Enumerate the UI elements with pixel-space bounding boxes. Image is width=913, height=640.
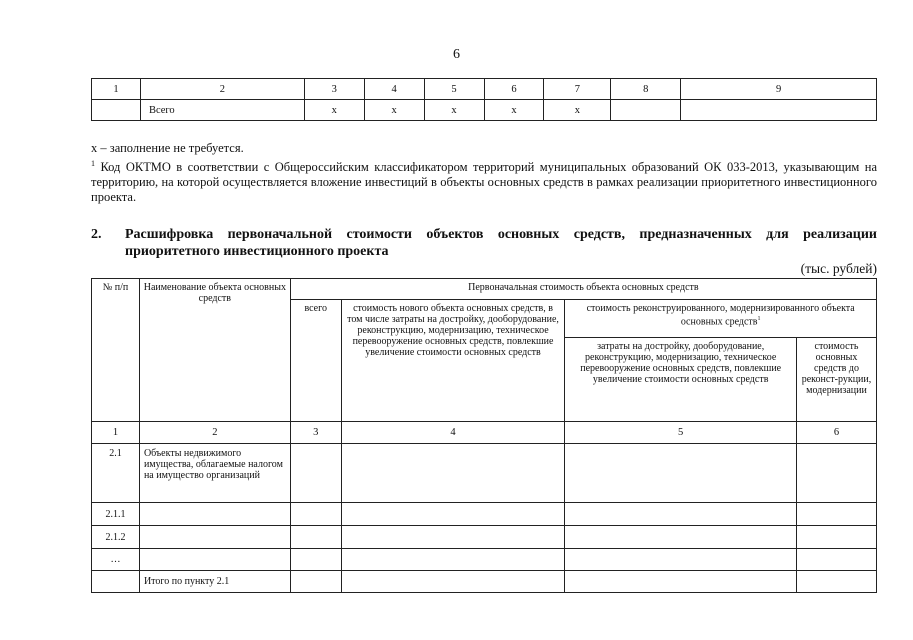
col-total-header: всего [290,300,341,422]
value-cell [290,526,341,549]
row-name [139,526,290,549]
top-table [91,78,877,121]
value-cell [796,526,876,549]
top-table-header-cell: 1 [92,79,141,100]
page-number: 6 [453,47,460,62]
column-number: 5 [565,422,797,444]
top-table-cell: х [544,100,611,121]
col-name-header: Наименование объекта основных средств [139,279,290,422]
column-number: 4 [341,422,565,444]
top-table-cell: х [424,100,484,121]
table-row [92,503,877,526]
value-cell [796,549,876,571]
top-table-header-cell: 3 [304,79,364,100]
section-number: 2. [91,227,102,242]
col-reconstructed-label: стоимость реконструированного, модернизированного объекта основных средств [586,303,855,328]
row-number: 2.1.1 [92,503,140,526]
top-table-total-label: Всего [140,100,304,121]
section-title: Расшифровка первоначальной стоимости объектов основных средств, предназначенных для реализации приоритетного инвестиционного проекта [125,227,877,259]
initial-cost-table [91,278,877,593]
col-before-header: стоимость основных средств до реконст-рукции, модернизации [796,338,876,422]
table-row [92,549,877,571]
value-cell [341,444,565,503]
value-cell [341,549,565,571]
value-cell [796,444,876,503]
row-number [92,571,140,593]
value-cell [341,503,565,526]
row-name-total: Итого по пункту 2.1 [139,571,290,593]
row-number: 2.1 [92,444,140,503]
footnote-text: Код ОКТМО в соответствии с Общероссийским классификатором территорий муниципальных образований ОК 033-2013, указывающим на территорию, на которой осуществляется вложение инвестиций в объекты основных средств в рамках реализации приоритетного инвестиционного проекта. [91,160,877,205]
table-row [92,526,877,549]
top-table-cell [681,100,877,121]
section-heading [91,226,877,260]
value-cell [565,526,797,549]
footnote-oktmo [91,156,877,205]
top-table-header-cell: 7 [544,79,611,100]
header-row-1 [92,279,877,300]
notes [91,141,877,205]
value-cell [290,444,341,503]
value-cell [341,526,565,549]
row-number: 2.1.2 [92,526,140,549]
top-table-cell: х [304,100,364,121]
footnote-mark: 1 [91,159,95,168]
top-table-cell: х [484,100,544,121]
col-costs-header: затраты на достройку, дооборудование, реконструкцию, модернизацию, техническое перевооружение основных средств, повлекшие увеличение стоимости основных средств [565,338,797,422]
top-table-header-row [92,79,877,100]
col-new-header: стоимость нового объекта основных средств, в том числе затраты на достройку, дооборудование, реконструкцию, модернизацию, техническое перевооружение основных средств, повлекшие увеличение стоимости основных средств [341,300,565,422]
top-table-header-cell: 5 [424,79,484,100]
column-number: 3 [290,422,341,444]
note-not-required: х – заполнение не требуется. [91,141,244,155]
row-name: Объекты недвижимого имущества, облагаемые налогом на имущество организаций [139,444,290,503]
col-num-header: № п/п [92,279,140,422]
column-numbering-row [92,422,877,444]
column-number: 6 [796,422,876,444]
table-row [92,444,877,503]
col-reconstructed-header [565,300,877,338]
value-cell [290,549,341,571]
units-label: (тыс. рублей) [800,261,877,276]
row-name [139,549,290,571]
row-number: … [92,549,140,571]
table-row-total [92,571,877,593]
value-cell [796,571,876,593]
col-reconstructed-footnote-mark: 1 [757,316,761,322]
value-cell [565,444,797,503]
value-cell [565,571,797,593]
column-number: 2 [139,422,290,444]
top-table-header-cell: 4 [364,79,424,100]
top-table-header-cell: 9 [681,79,877,100]
column-number: 1 [92,422,140,444]
value-cell [565,549,797,571]
value-cell [290,503,341,526]
top-table-cell: х [364,100,424,121]
value-cell [290,571,341,593]
top-table-total-row [92,100,877,121]
top-table-header-cell: 8 [611,79,681,100]
top-table-cell [92,100,141,121]
value-cell [565,503,797,526]
col-initial-cost-header: Первоначальная стоимость объекта основных средств [290,279,876,300]
value-cell [341,571,565,593]
row-name [139,503,290,526]
value-cell [796,503,876,526]
top-table-header-cell: 2 [140,79,304,100]
top-table-header-cell: 6 [484,79,544,100]
top-table-cell [611,100,681,121]
